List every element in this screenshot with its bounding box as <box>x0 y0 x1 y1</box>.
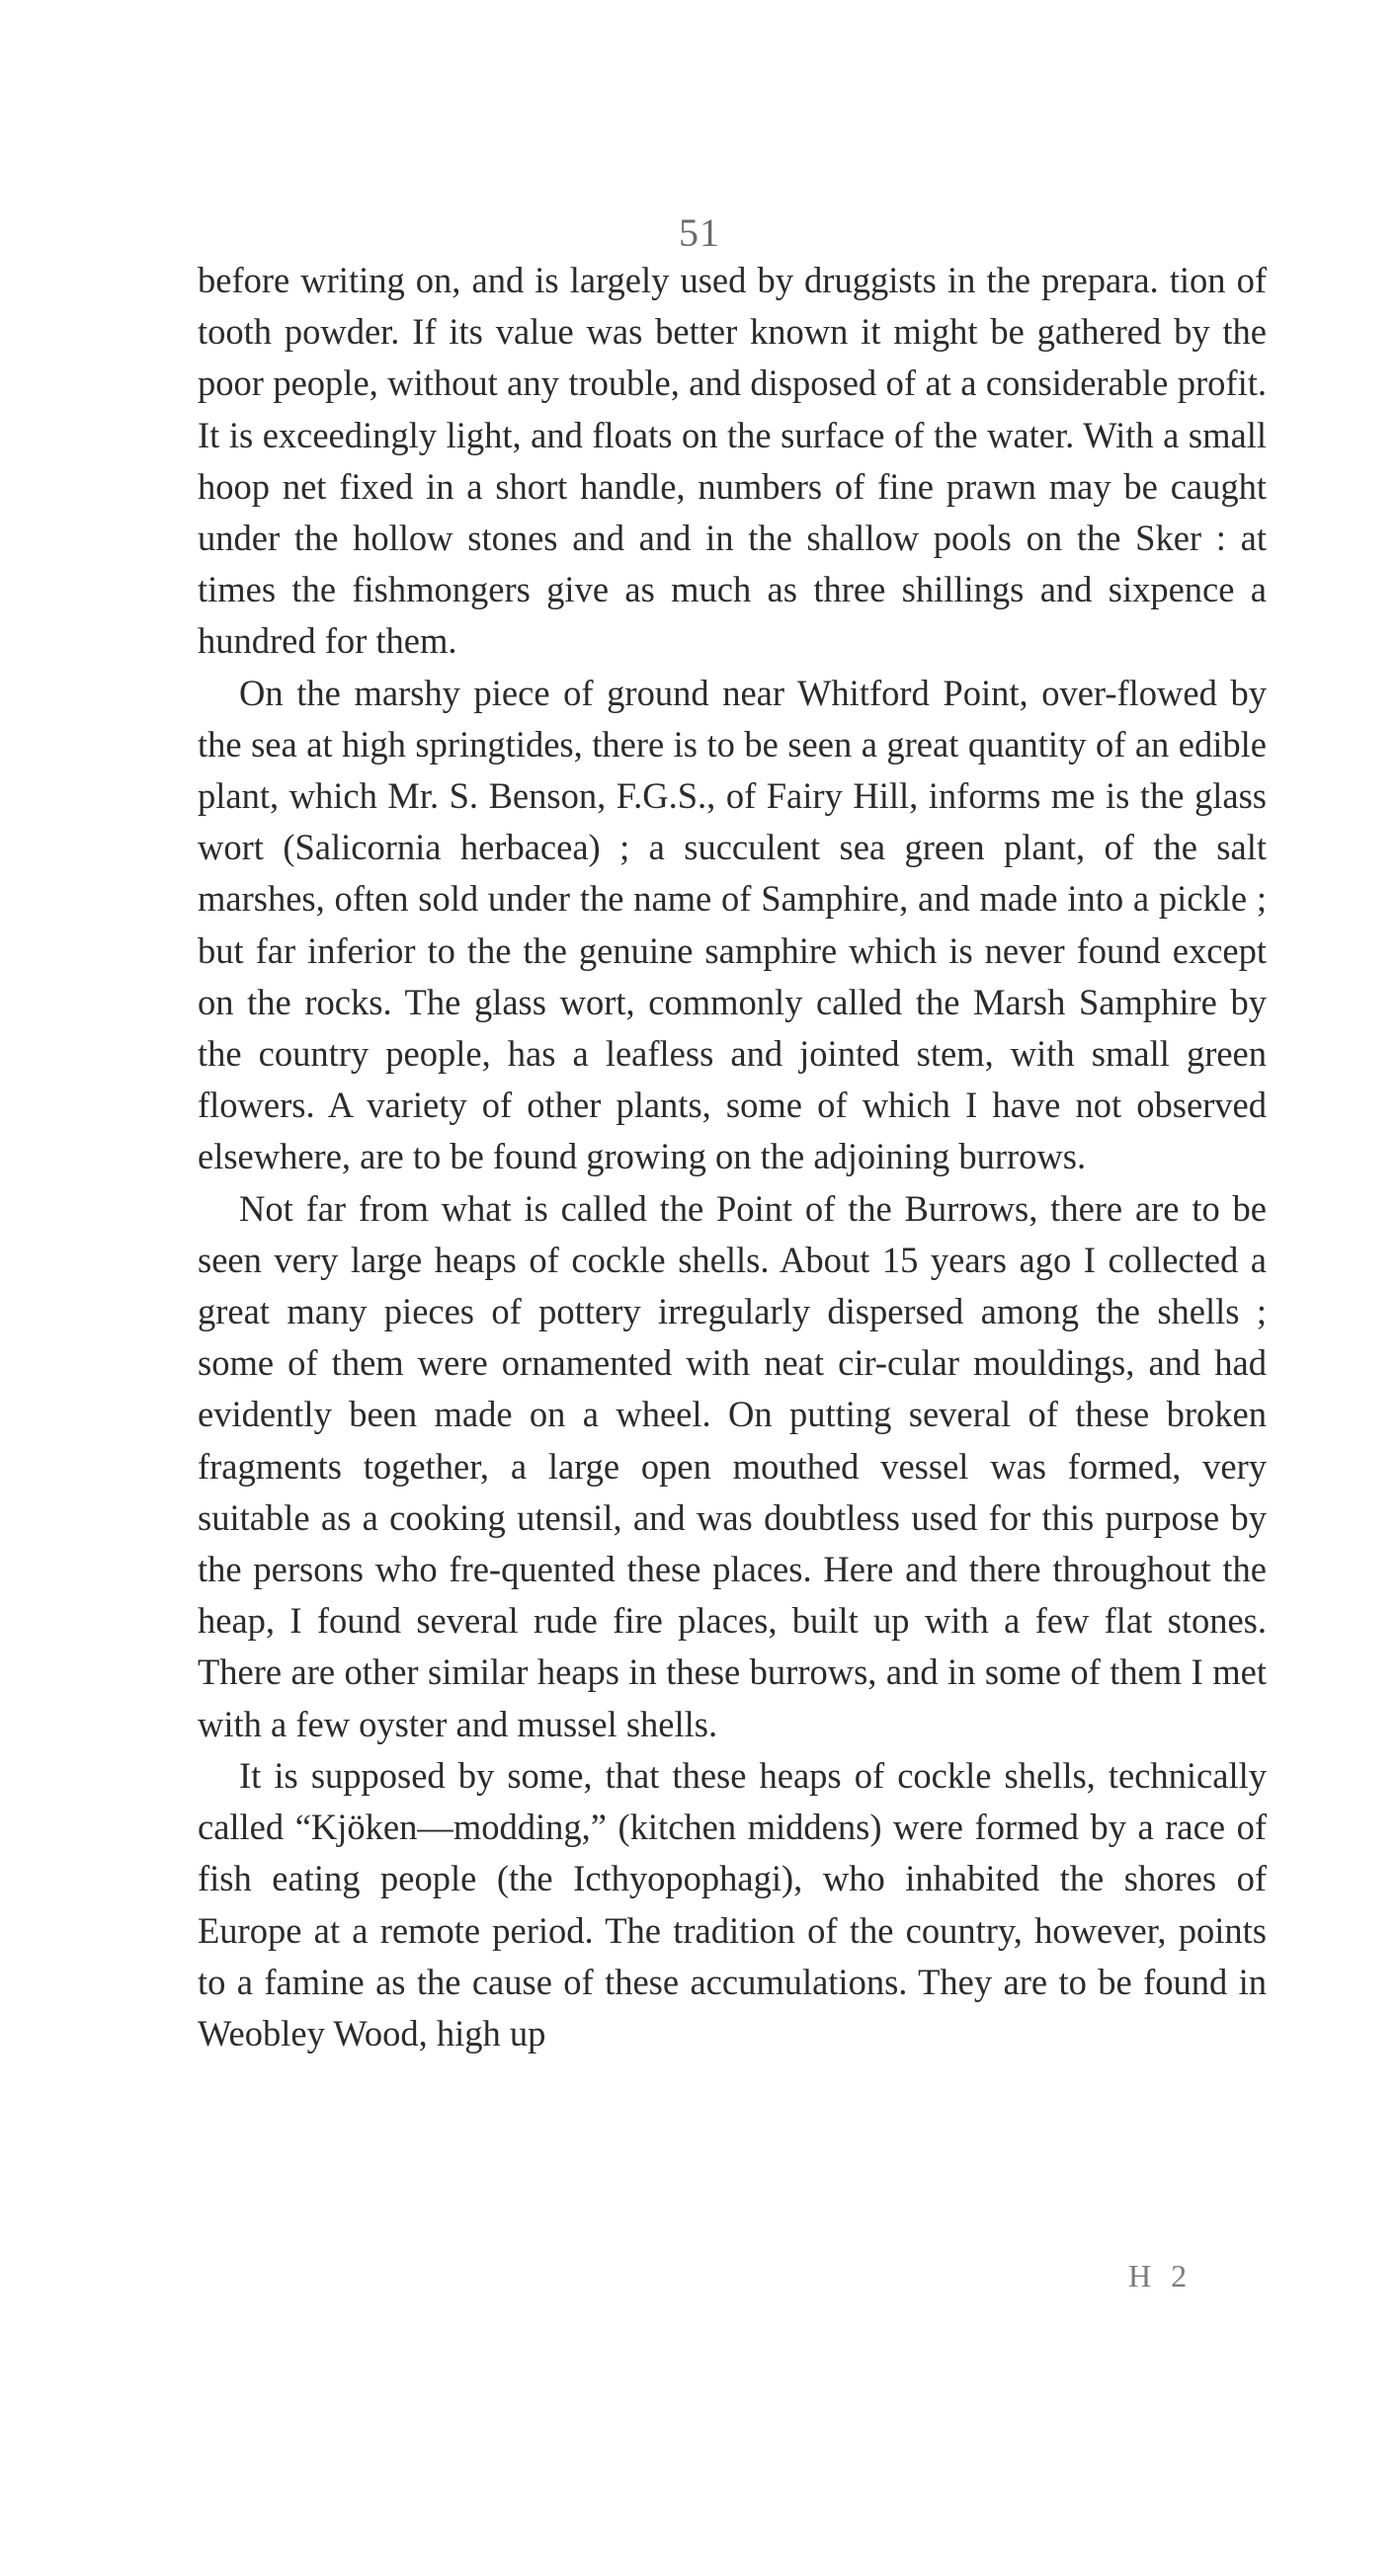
paragraph-4: It is supposed by some, that these heaps of cockle shells, technically called “Kjöken—modding,” (kitchen middens) were formed by a race of fish eating people (the Icthyopophagi), who inhabited the shores of Europe at a remote period. The tradition of the country, however, points to a famine as the cause of these accumulations. They are to be found in Weobley Wood, high up <box>198 1754 1267 2053</box>
paragraph-1: before writing on, and is largely used by druggists in the prepara. tion of tooth powder. If its value was better known it might be gathered by the poor people, without any trouble, and disposed of at a considerable profit. It is exceedingly light, and floats on the surface of the water. With a small hoop net fixed in a short handle, numbers of fine prawn may be caught under the hollow stones and and in the shallow pools on the Sker : at times the fishmongers give as much as three shillings and sixpence a hundred for them. <box>198 260 1267 662</box>
signature-mark: H 2 <box>1128 2258 1193 2294</box>
paragraph-3: Not far from what is called the Point of the Burrows, there are to be seen very large heaps of cockle shells. About 15 years ago I collected a great many pieces of pottery irregularly dispersed among the shells ; some of them were ornamented with neat cir-cular mouldings, and had evidently been made on a wheel. On putting several of these broken fragments together, a large open mouthed vessel was formed, very suitable as a cooking utensil, and was doubtless used for this purpose by the persons who fre-quented these places. Here and there throughout the heap, I found several rude fire places, built up with a few flat stones. There are other similar heaps in these burrows, and in some of them I met with a few oyster and mussel shells. <box>198 1187 1267 1744</box>
body-text <box>198 255 1267 2059</box>
page-number: 51 <box>679 210 720 255</box>
paragraph-2: On the marshy piece of ground near Whitford Point, over-flowed by the sea at high springtides, there is to be seen a great quantity of an edible plant, which Mr. S. Benson, F.G.S., of Fairy Hill, informs me is the glass wort (Salicornia herbacea) ; a succulent sea green plant, of the salt marshes, often sold under the name of Samphire, and made into a pickle ; but far inferior to the the genuine samphire which is never found except on the rocks. The glass wort, commonly called the Marsh Samphire by the country people, has a leafless and jointed stem, with small green flowers. A variety of other plants, some of which I have not observed elsewhere, are to be found growing on the adjoining burrows. <box>198 672 1267 1177</box>
